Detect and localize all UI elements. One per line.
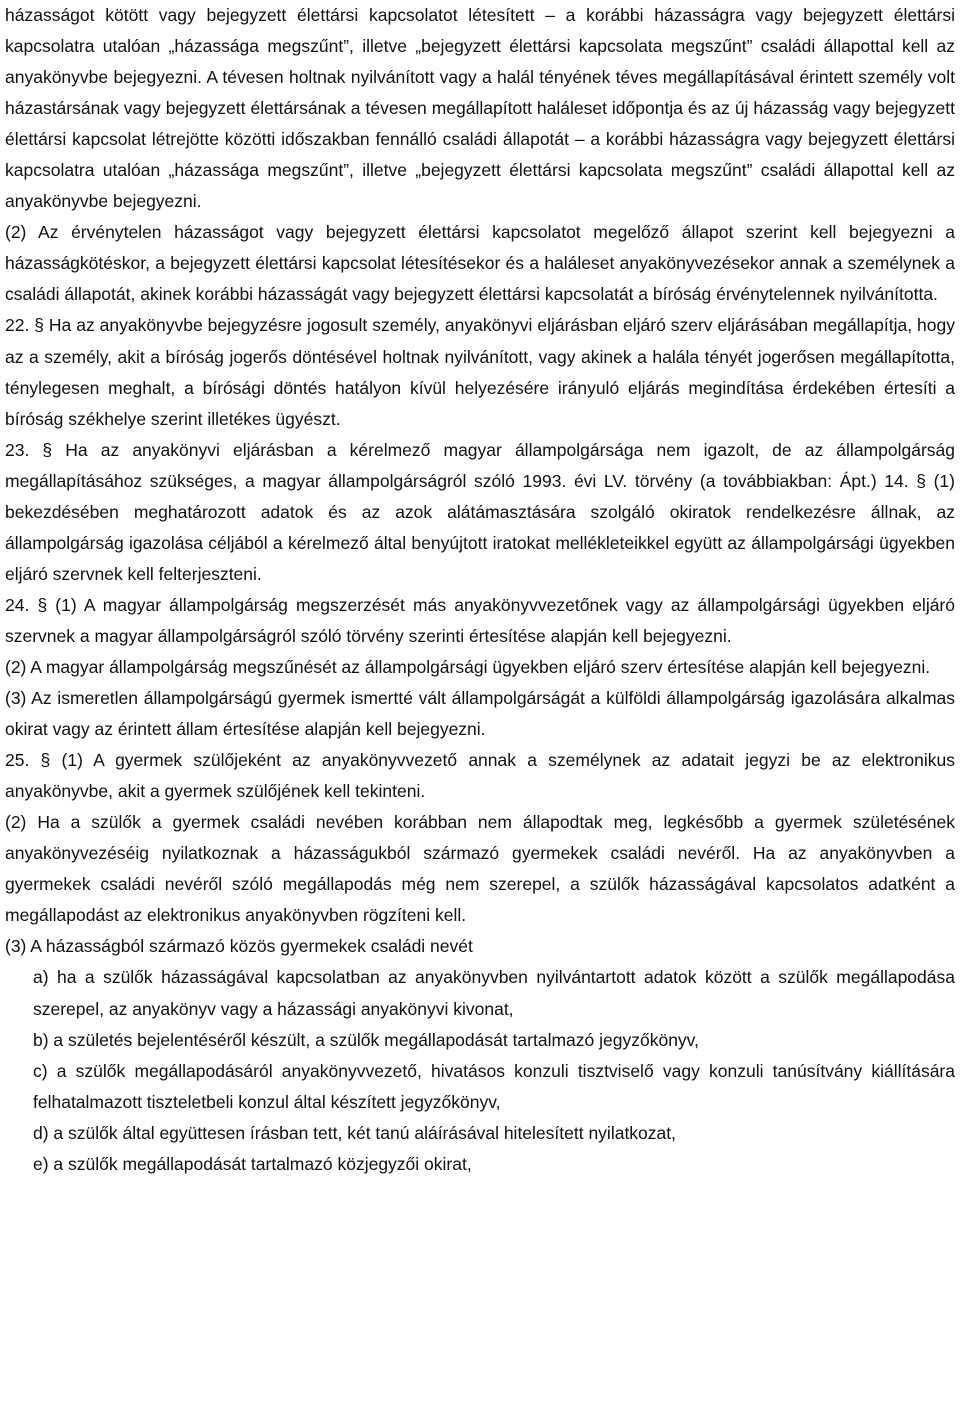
list-item-a: a) ha a szülők házasságával kapcsolatban az anyakönyvben nyilvántartott adatok között a szülők megállapodása szerepel, az anyakönyv vagy a házassági anyakönyvi kivonat, <box>33 967 955 1019</box>
paragraph-section-25-1: 25. § (1) A gyermek szülőjeként az anyakönyvvezető annak a személynek az adatait jegyzi be az elektronikus anyakönyvbe, akit a gyermek szülőjének kell tekinteni. <box>5 750 955 802</box>
paragraph-section-25-3-intro: (3) A házasságból származó közös gyermekek családi nevét <box>5 936 473 957</box>
paragraph-section-23: 23. § Ha az anyakönyvi eljárásban a kérelmező magyar állampolgársága nem igazolt, de az állampolgárság megállapításához szükséges, a magyar állampolgárságról szóló 1993. évi LV. törvény (a továbbiakban: Ápt.) 14. § (1) bekezdésében meghatározott adatok és az azok alátámasztására szolgáló okiratok rendelkezésre állnak, az állampolgárság igazolása céljából a kérelmező által benyújtott iratokat mellékleteikkel együtt az állampolgársági ügyekben eljáró szervnek kell felterjeszteni. <box>5 439 955 584</box>
list-item-d: d) a szülők által együttesen írásban tett, két tanú aláírásával hitelesített nyilatkozat, <box>33 1122 676 1143</box>
list-item-c: c) a szülők megállapodásáról anyakönyvvezető, hivatásos konzuli tisztviselő vagy konzuli tanúsítvány kiállítására felhatalmazott tiszteletbeli konzul által készített jegyzőkönyv, <box>33 1060 955 1112</box>
list-item-e: e) a szülők megállapodását tartalmazó közjegyzői okirat, <box>33 1153 472 1174</box>
paragraph-section-24-2: (2) A magyar állampolgárság megszűnését az állampolgársági ügyekben eljáró szerv értesítése alapján kell bejegyezni. <box>5 656 931 677</box>
paragraph-21-2-invalid-marriage: (2) Az érvénytelen házasságot vagy bejegyzett élettársi kapcsolatot megelőző állapot szerint kell bejegyezni a házasságkötéskor, a bejegyzett élettársi kapcsolat létesítésekor és a haláleset anyakönyvezésekor annak a személynek a családi állapotát, akinek korábbi házasságát vagy bejegyzett élettársi kapcsolatát a bíróság érvénytelennek nyilvánította. <box>5 222 955 305</box>
paragraph-section-24-1: 24. § (1) A magyar állampolgárság megszerzését más anyakönyvvezetőnek vagy az állampolgársági ügyekben eljáró szervnek a magyar állampolgárságról szóló törvény szerinti értesítése alapján kell bejegyezni. <box>5 594 955 646</box>
list-item-b: b) a születés bejelentéséről készült, a szülők megállapodását tartalmazó jegyzőkönyv, <box>33 1029 699 1050</box>
paragraph-section-24-3: (3) Az ismeretlen állampolgárságú gyermek ismertté vált állampolgárságát a külföldi állampolgárság igazolására alkalmas okirat vagy az érintett állam értesítése alapján kell bejegyezni. <box>5 688 955 740</box>
paragraph-section-22: 22. § Ha az anyakönyvbe bejegyzésre jogosult személy, anyakönyvi eljárásban eljáró szerv eljárásában megállapítja, hogy az a személy, akit a bíróság jogerős döntésével holtnak nyilvánított, vagy akinek a halála tényét jogerősen megállapította, ténylegesen meghalt, a bírósági döntés hatályon kívül helyezésére irányuló eljárás megindítása érdekében értesíti a bíróság székhelye szerint illetékes ügyészt. <box>5 315 955 429</box>
paragraph-section-25-2: (2) Ha a szülők a gyermek családi nevében korábban nem állapodtak meg, legkésőbb a gyermek születésének anyakönyvezéséig nyilatkoznak a házasságukból származó gyermekek családi nevéről. Ha az anyakönyvben a gyermekek családi nevéről szóló megállapodás még nem szerepel, a szülők házasságával kapcsolatos adatként a megállapodást az elektronikus anyakönyvben rögzíteni kell. <box>5 812 955 926</box>
paragraph-family-status-continuation: házasságot kötött vagy bejegyzett élettársi kapcsolatot létesített – a korábbi házasságra vagy bejegyzett élettársi kapcsolatra utalóan „házassága megszűnt”, illetve „bejegyzett élettársi kapcsolata megszűnt” családi állapottal kell az anyakönyvbe bejegyezni. A tévesen holtnak nyilvánított vagy a halál tényének téves megállapításával érintett személy volt házastársának vagy bejegyzett élettársának a tévesen megállapított haláleset időpontja és az új házasság vagy bejegyzett élettársi kapcsolat létrejötte közötti időszakban fennálló családi állapotát – a korábbi házasságra vagy bejegyzett élettársi kapcsolatra utalóan „házassága megszűnt”, illetve „bejegyzett élettársi kapcsolata megszűnt” családi állapottal kell az anyakönyvbe bejegyezni. <box>5 5 955 212</box>
